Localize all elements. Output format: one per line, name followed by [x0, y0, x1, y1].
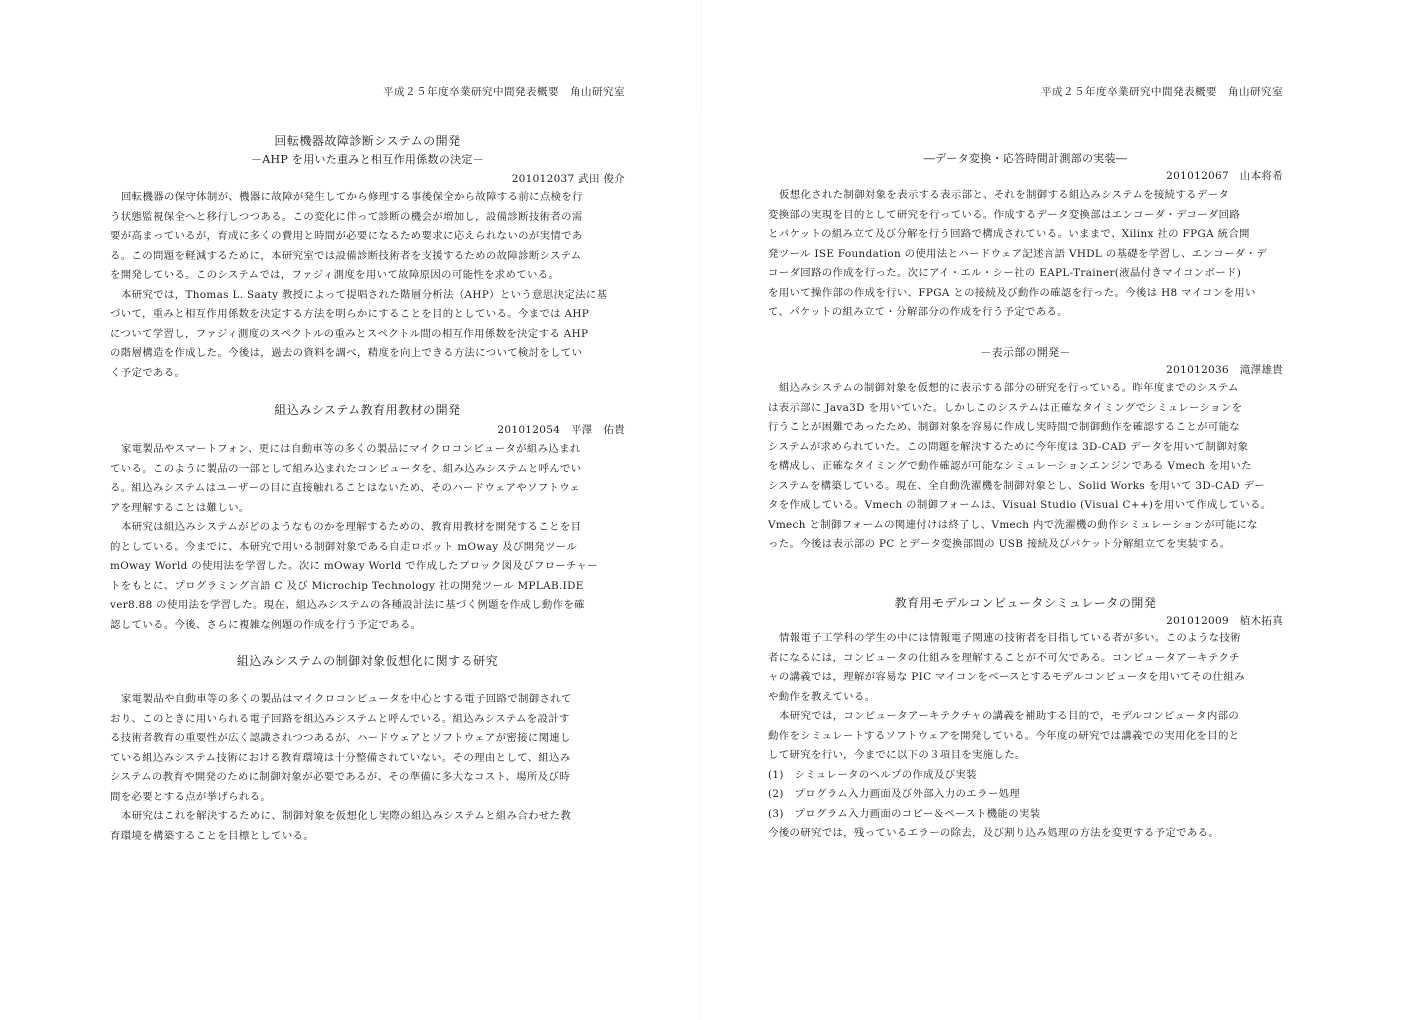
- text-line: システムの教育や開発のために制御対象が必要であるが、その準備に多大なコスト、場所及び時: [110, 771, 570, 783]
- text-line: ている組込みシステム技術における教育環境は十分整備されていない。その理由として、組込み: [110, 751, 571, 764]
- text-line: トをもとに、プログラミング言語 C 及び Microchip Technology 社の開発ツール MPLAB.IDE: [110, 579, 584, 592]
- page-header: 平成２５年度卒業研究中間発表概要 角山研究室: [1041, 86, 1283, 98]
- text-line: 行うことが困難であったため、制御対象を容易に作成し実時間で制御動作を確認することが可能な: [768, 421, 1241, 433]
- text-line: ver8.88 の使用法を学習した。現在、組込みシステムの各種設計法に基づく例題を作成し動作を確: [110, 599, 585, 611]
- text-line: を用いて操作部の作成を行い、FPGA との接続及び動作の確認を行った。今後は H8 マイコンを用い: [768, 286, 1256, 299]
- text-line: 本研究では，コンピュータアーキテクチャの講義を補助する目的で，モデルコンピュータ内部の: [779, 710, 1240, 722]
- text-line: 認している。今後、さらに複雑な例題の作成を行う予定である。: [110, 618, 422, 631]
- section-body: [768, 186, 1283, 323]
- text-line: を構成し、正確なタイミングで動作確認が可能なシミュレーションエンジンである Vmech を用いた: [768, 460, 1252, 472]
- text-line: 組込みシステムの制御対象を仮想的に表示する部分の研究を行っている。昨年度までのシステム: [779, 382, 1239, 394]
- text-line: 回転機器の保守体制が、機器に故障が発生してから修理する事後保全から故障する前に点検を行: [121, 191, 583, 203]
- text-line: る。この問題を軽減するために，本研究室では設備診断技術者を支援するための故障診断システム: [110, 249, 582, 262]
- section-title: 教育用モデルコンピュータシミュレータの開発: [894, 596, 1157, 610]
- text-line: る。組込みシステムはユーザーの目に直接触れることはないため、そのハードウェアやソフトウェ: [110, 482, 581, 494]
- section-subtitle: －表示部の開発－: [980, 346, 1071, 359]
- text-line: 変換部の実現を目的として研究を行っている。作成するデータ変換部はエンコーダ・デコーダ回路: [768, 208, 1241, 221]
- text-line: コーダ回路の作成を行った。次にアイ・エル・シー社の EAPL-Trainer(液晶付きマイコンボード): [768, 267, 1242, 279]
- text-line: 要が高まっているが，育成に多くの費用と時間が必要になるため要求に応えられないのが実情であ: [110, 230, 583, 242]
- section-body: [768, 379, 1283, 555]
- list-item: (3) プログラム入力画面のコピー＆ペースト機能の実装: [768, 807, 1041, 820]
- section-title: 組込みシステムの制御対象仮想化に関する研究: [236, 654, 499, 668]
- text-line: について学習し，ファジィ測度のスペクトルの重みとスペクトル間の相互作用係数を決定する AHP: [110, 327, 589, 340]
- section-body: [110, 440, 625, 635]
- list-item: (1) シミュレータのヘルプの作成及び実装: [768, 768, 977, 781]
- section-body: [110, 690, 625, 846]
- text-line: システムが求められていた。この問題を解決するために今年度は 3D-CAD データを用いて制御対象: [768, 440, 1249, 453]
- text-line: て、パケットの組み立て・分解部分の作成を行う予定である。: [768, 306, 1069, 318]
- section-subtitle: ―データ変換・応答時間計測部の実装―: [923, 152, 1128, 165]
- text-line: 者になるには，コンピュータの仕組みを理解することが不可欠である。コンピュータアーキテクチ: [768, 651, 1240, 664]
- text-line: ャの講義では，理解が容易な PIC マイコンをベースとするモデルコンピュータを用いてその仕組み: [768, 671, 1245, 683]
- author-line: 201012054 平澤 佑貴: [497, 424, 625, 436]
- right-page: [700, 0, 1403, 1020]
- text-line: 家電製品やスマートフォン、更には自動車等の多くの製品にマイクロコンピュータが組み込まれ: [121, 443, 581, 455]
- text-line: 動作をシミュレートするソフトウェアを開発している。今年度の研究では講義での実用化を目的と: [768, 729, 1240, 742]
- text-line: 育環境を構築することを目標としている。: [110, 829, 315, 842]
- text-line: 間を必要とする点が挙げられる。: [110, 790, 272, 803]
- text-line: う状態監視保全へと移行しつつある。この変化に伴って診断の機会が増加し，設備診断技術者の需: [110, 210, 583, 223]
- author-line: 201012036 滝澤雄貴: [1166, 364, 1283, 376]
- author-line: 201012009 植木拓真: [1166, 615, 1283, 627]
- text-line: 的としている。今までに、本研究で用いる制御対象である自走ロボット mOway 及び開発ツール: [110, 540, 578, 553]
- text-line: システムを構築している。現在、全自動洗濯機を制御対象とし、Solid Works を用いて 3D-CAD デー: [768, 479, 1266, 492]
- text-line: 仮想化された制御対象を表示する表示部と、それを制御する組込みシステムを接続するデータ: [779, 189, 1230, 201]
- left-page: [0, 0, 700, 1020]
- text-line: 発ツール ISE Foundation の使用法とハードウェア記述言語 VHDL の基礎を学習し、エンコーダ・デ: [768, 247, 1267, 260]
- text-line: った。今後は表示部の PC とデータ変換部間の USB 接続及びパケット分解組立てを実装する。: [768, 538, 1231, 550]
- text-line: 本研究は組込みシステムがどのようなものかを理解するための、教育用教材を開発することを目: [121, 521, 582, 533]
- text-line: 今後の研究では，残っているエラーの除去，及び割り込み処理の方法を変更する予定である。: [768, 827, 1220, 839]
- section-title: 組込みシステム教育用教材の開発: [274, 403, 461, 417]
- text-line: ている。このように製品の一部として組み込まれたコンピュータを、組み込みシステムと呼んでい: [110, 462, 582, 475]
- text-line: る技術者教育の重要性が広く認識されつつあるが、ハードウェアとソフトウェアが密接に関連し: [110, 732, 571, 744]
- page-header: 平成２５年度卒業研究中間発表概要 角山研究室: [383, 86, 625, 98]
- text-line: アを理解することは難しい。: [110, 501, 250, 514]
- text-line: タを作成している。Vmech の制御フォームは、Visual Studio (Visual C++)を用いて作成している。: [768, 499, 1272, 511]
- text-line: づいて，重みと相互作用係数を決定する方法を明らかにすることを目的としている。今までは AHP: [110, 308, 590, 320]
- text-line: や動作を教えている。: [768, 690, 876, 703]
- text-line: して研究を行い，今までに以下の３項目を実施した。: [768, 749, 1026, 761]
- text-line: は表示部に Java3D を用いていた。しかしこのシステムは正確なタイミングでシミュレーションを: [768, 401, 1243, 414]
- text-line: の階層構造を作成した。今後は，過去の資料を調べ，精度を向上できる方法について検討をしてい: [110, 347, 583, 359]
- text-line: 情報電子工学科の学生の中には情報電子関連の技術者を目指している者が多い。このような技術: [779, 632, 1241, 644]
- text-line: を開発している。このシステムでは，ファジィ測度を用いて故障原因の可能性を求めている。: [110, 269, 560, 281]
- text-line: 本研究では，Thomas L. Saaty 教授によって提唱された階層分析法（AHP）という意思決定法に基: [121, 288, 608, 301]
- section-title: 回転機器故障診断システムの開発: [274, 134, 461, 148]
- section-subtitle: －AHP を用いた重みと相互作用係数の決定－: [250, 153, 485, 166]
- section-body: [768, 629, 1283, 844]
- text-line: 本研究はこれを解決するために、制御対象を仮想化し実際の組込みシステムと組み合わせた教: [121, 810, 572, 822]
- text-line: 家電製品や自動車等の多くの製品はマイクロコンピュータを中心とする電子回路で制御されて: [121, 693, 572, 705]
- text-line: おり、このときに用いられる電子回路を組込みシステムと呼んでいる。組込みシステムを設計す: [110, 712, 570, 725]
- author-line: 201012037 武田 俊介: [511, 173, 625, 185]
- author-line: 201012067 山本将希: [1166, 170, 1283, 182]
- text-line: mOway World の使用法を学習した。次に mOway World で作成したブロック図及びフローチャー: [110, 560, 598, 572]
- list-item: (2) プログラム入力画面及び外部入力のエラー処理: [768, 788, 1020, 800]
- section-body: [110, 188, 625, 383]
- text-line: く予定である。: [110, 366, 186, 379]
- text-line: とパケットの組み立て及び分解を行う回路で構成されている。いままで、Xilinx 社の FPGA 統合開: [768, 228, 1250, 240]
- text-line: Vmech と制御フォームの関連付けは終了し、Vmech 内で洗濯機の動作シミュレーションが可能にな: [768, 518, 1258, 531]
